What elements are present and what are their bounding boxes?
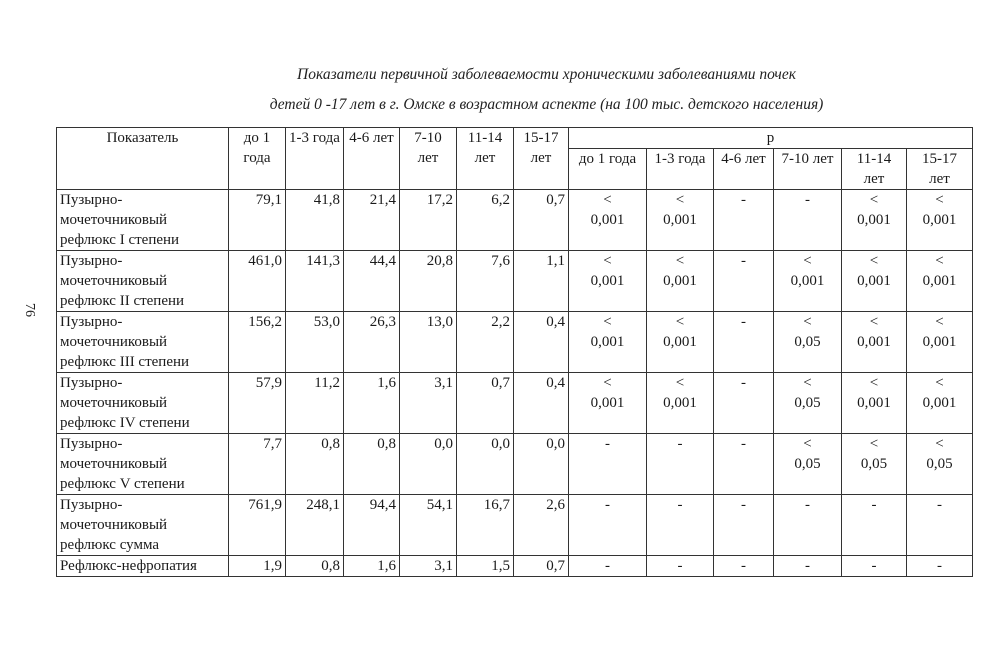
p-value-text: < 0,001: [663, 253, 697, 289]
row-value: 79,1: [229, 190, 286, 251]
p-value: [714, 312, 774, 373]
table-row: [57, 190, 973, 251]
row-value: 6,2: [457, 190, 514, 251]
p-value: [714, 251, 774, 312]
row-value: 21,4: [344, 190, 400, 251]
header-age: 4-6 лет: [344, 128, 400, 190]
p-value-text: < 0,001: [590, 375, 625, 411]
p-value-dash: -: [871, 558, 877, 574]
p-value-dash: -: [805, 497, 810, 513]
p-value-text: < 0,05: [860, 436, 888, 472]
row-value: 7,6: [457, 251, 514, 312]
row-value: 20,8: [400, 251, 457, 312]
p-value: [647, 495, 714, 556]
row-value: 0,0: [457, 434, 514, 495]
p-value: [569, 556, 647, 577]
row-value: 761,9: [229, 495, 286, 556]
header-age: 7-10 лет: [400, 128, 457, 190]
p-value-text: < 0,001: [663, 192, 697, 228]
row-value: 53,0: [286, 312, 344, 373]
row-value: 2,2: [457, 312, 514, 373]
row-value: 0,4: [514, 312, 569, 373]
p-value: [647, 251, 714, 312]
row-value: 26,3: [344, 312, 400, 373]
row-value: 17,2: [400, 190, 457, 251]
p-value-text: < 0,001: [922, 253, 957, 289]
header-p-age: 7-10 лет: [774, 149, 842, 190]
row-value: 141,3: [286, 251, 344, 312]
row-value: 0,0: [514, 434, 569, 495]
header-p-age: до 1 года: [569, 149, 647, 190]
row-value: 1,1: [514, 251, 569, 312]
header-age: 1-3 года: [286, 128, 344, 190]
row-value: 0,0: [400, 434, 457, 495]
p-value-text: < 0,001: [922, 375, 957, 411]
p-value: [647, 556, 714, 577]
row-value: 13,0: [400, 312, 457, 373]
table-row: [57, 495, 973, 556]
header-p-age: 4-6 лет: [714, 149, 774, 190]
p-value-dash: -: [677, 558, 683, 574]
p-value: [774, 251, 842, 312]
table-row: [57, 251, 973, 312]
p-value: [907, 495, 973, 556]
row-name: Пузырно-мочеточниковый рефлюкс IV степени: [57, 373, 229, 434]
p-value-dash: -: [677, 497, 683, 513]
row-value: 16,7: [457, 495, 514, 556]
table-row: [57, 434, 973, 495]
p-value-dash: -: [871, 497, 877, 513]
p-value: [907, 312, 973, 373]
p-value: [907, 251, 973, 312]
p-value-dash: -: [741, 192, 746, 208]
row-value: 0,7: [457, 373, 514, 434]
p-value-dash: -: [741, 253, 746, 269]
table-title-line-1: Показатели первичной заболеваемости хроническими заболеваниями почек: [297, 66, 796, 83]
row-name: Рефлюкс-нефропатия: [57, 556, 229, 577]
row-value: 57,9: [229, 373, 286, 434]
p-value-dash: -: [677, 436, 683, 452]
p-value-text: < 0,001: [590, 314, 625, 350]
header-row-1: [57, 128, 973, 149]
p-value-dash: -: [741, 436, 746, 452]
table-title-line-2: детей 0 -17 лет в г. Омске в возрастном аспекте (на 100 тыс. детского населения): [269, 96, 824, 113]
row-value: 156,2: [229, 312, 286, 373]
p-value: [842, 251, 907, 312]
row-value: 3,1: [400, 373, 457, 434]
table-row: [57, 312, 973, 373]
p-value: [774, 312, 842, 373]
p-value-text: < 0,001: [922, 314, 957, 350]
page-number: 76: [22, 303, 37, 317]
p-value: [569, 190, 647, 251]
row-value: 2,6: [514, 495, 569, 556]
p-value-dash: -: [741, 314, 746, 330]
p-value-text: < 0,05: [794, 375, 821, 411]
p-value-dash: -: [605, 558, 610, 574]
row-value: 0,8: [344, 434, 400, 495]
p-value-dash: -: [605, 497, 610, 513]
p-value: [907, 556, 973, 577]
header-age: до 1 года: [229, 128, 286, 190]
row-value: 3,1: [400, 556, 457, 577]
p-value: [569, 251, 647, 312]
p-value: [842, 556, 907, 577]
header-p: p: [569, 128, 973, 149]
p-value: [774, 190, 842, 251]
p-value: [647, 434, 714, 495]
row-value: 248,1: [286, 495, 344, 556]
p-value-dash: -: [937, 558, 942, 574]
p-value-text: < 0,001: [922, 192, 957, 228]
p-value: [647, 312, 714, 373]
p-value: [842, 190, 907, 251]
p-value-text: < 0,05: [926, 436, 953, 472]
row-name: Пузырно-мочеточниковый рефлюкс V степени: [57, 434, 229, 495]
p-value: [647, 190, 714, 251]
p-value-text: < 0,05: [794, 436, 821, 472]
header-p-age: 1-3 года: [647, 149, 714, 190]
row-name: Пузырно-мочеточниковый рефлюкс III степени: [57, 312, 229, 373]
row-value: 0,4: [514, 373, 569, 434]
row-value: 1,5: [457, 556, 514, 577]
row-value: 0,7: [514, 556, 569, 577]
row-value: 7,7: [229, 434, 286, 495]
p-value: [774, 495, 842, 556]
p-value: [842, 434, 907, 495]
p-value-text: < 0,001: [857, 253, 891, 289]
header-age: 11-14 лет: [457, 128, 514, 190]
p-value: [774, 373, 842, 434]
row-value: 1,9: [229, 556, 286, 577]
p-value-text: < 0,001: [857, 314, 891, 350]
incidence-table: [56, 127, 973, 577]
p-value: [569, 434, 647, 495]
p-value-text: < 0,05: [794, 314, 821, 350]
row-name: Пузырно-мочеточниковый рефлюкс II степени: [57, 251, 229, 312]
p-value-text: < 0,001: [663, 375, 697, 411]
row-value: 0,7: [514, 190, 569, 251]
row-value: 94,4: [344, 495, 400, 556]
p-value: [714, 556, 774, 577]
p-value: [714, 434, 774, 495]
p-value-text: < 0,001: [857, 192, 891, 228]
p-value: [842, 312, 907, 373]
p-value: [842, 373, 907, 434]
p-value: [774, 556, 842, 577]
p-value-dash: -: [741, 558, 746, 574]
p-value-dash: -: [805, 192, 810, 208]
p-value-dash: -: [937, 497, 942, 513]
p-value: [569, 312, 647, 373]
p-value: [907, 190, 973, 251]
row-value: 11,2: [286, 373, 344, 434]
p-value-dash: -: [605, 436, 610, 452]
row-name: Пузырно-мочеточниковый рефлюкс сумма: [57, 495, 229, 556]
p-value-text: < 0,001: [790, 253, 825, 289]
p-value: [714, 373, 774, 434]
p-value-text: < 0,001: [590, 192, 625, 228]
p-value: [774, 434, 842, 495]
table-row: [57, 556, 973, 577]
header-p-age: 11-14 лет: [842, 149, 907, 190]
row-name: Пузырно-мочеточниковый рефлюкс I степени: [57, 190, 229, 251]
p-value-dash: -: [805, 558, 810, 574]
p-value-text: < 0,001: [590, 253, 625, 289]
header-age: 15-17 лет: [514, 128, 569, 190]
p-value-dash: -: [741, 497, 746, 513]
p-value: [647, 373, 714, 434]
row-value: 461,0: [229, 251, 286, 312]
p-value: [907, 373, 973, 434]
row-value: 0,8: [286, 556, 344, 577]
p-value-text: < 0,001: [663, 314, 697, 350]
p-value-text: < 0,001: [857, 375, 891, 411]
row-value: 44,4: [344, 251, 400, 312]
row-value: 0,8: [286, 434, 344, 495]
p-value: [842, 495, 907, 556]
row-value: 54,1: [400, 495, 457, 556]
header-indicator: Показатель: [57, 128, 229, 190]
p-value-dash: -: [741, 375, 746, 391]
row-value: 41,8: [286, 190, 344, 251]
row-value: 1,6: [344, 373, 400, 434]
p-value: [714, 495, 774, 556]
header-p-age: 15-17 лет: [907, 149, 973, 190]
table-row: [57, 373, 973, 434]
p-value: [714, 190, 774, 251]
p-value: [569, 495, 647, 556]
p-value: [907, 434, 973, 495]
p-value: [569, 373, 647, 434]
row-value: 1,6: [344, 556, 400, 577]
